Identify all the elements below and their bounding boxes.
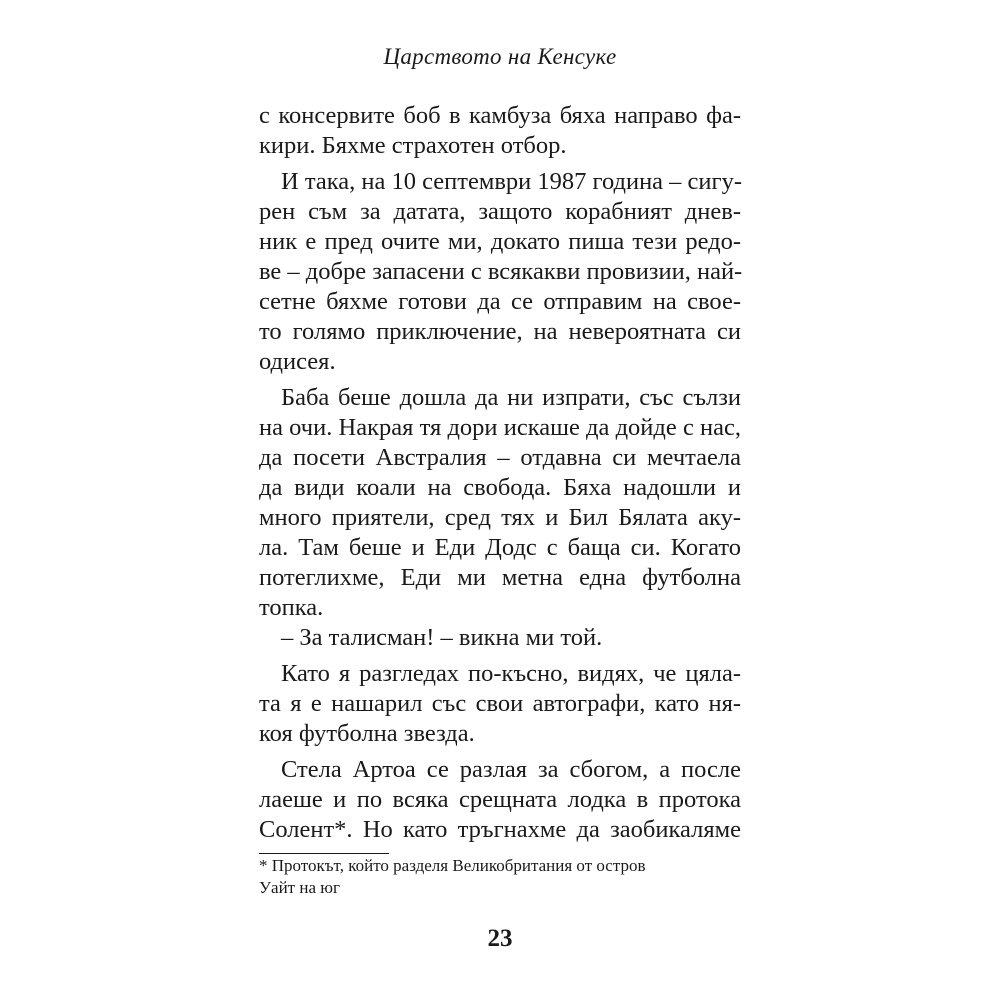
text-line: то голямо приключение, на невероятната си: [259, 318, 741, 345]
text-line: ве – добре запасени с всякакви провизии, най-: [259, 258, 743, 285]
footnote-line: Уайт на юг: [259, 878, 340, 897]
body-text: [259, 101, 741, 845]
text-line: да види коали на свобода. Бяха надошли и: [259, 474, 741, 501]
text-line: потеглихме, Еди ми метна една футболна: [259, 564, 741, 591]
text-line: лаеше и по всяка срещната лодка в протока: [259, 786, 741, 813]
footnote-line: * Протокът, който разделя Великобритания от остров: [259, 856, 646, 875]
text-line: кири. Бяхме страхотен отбор.: [259, 132, 567, 159]
text-line: Като я разгледах по-късно, видях, че цяла-: [281, 660, 741, 687]
text-line: Стела Артоа се разлая за сбогом, а после: [281, 756, 741, 783]
text-line: топка.: [259, 594, 324, 621]
running-header: Царството на Кенсуке: [383, 44, 617, 69]
text-line: сетне бяхме готови да се отправим на свое-: [259, 288, 741, 315]
footnote-divider: [259, 853, 389, 854]
page-number: 23: [487, 925, 513, 952]
footnote: [259, 855, 741, 899]
text-line: ла. Там беше и Еди Додс с баща си. Когато: [259, 534, 741, 561]
text-line: одисея.: [259, 348, 336, 375]
text-line: коя футболна звезда.: [259, 720, 475, 747]
text-line: Солент*. Но като тръгнахме да заобикаляме: [259, 816, 741, 843]
text-line: И така, на 10 септември 1987 година – сигу-: [281, 168, 743, 195]
text-line: – За талисман! – викна ми той.: [281, 624, 603, 651]
text-line: с консервите боб в камбуза бяха направо фа-: [259, 102, 741, 129]
text-line: на очи. Накрая тя дори искаше да дойде с нас,: [259, 414, 741, 441]
text-line: ник е пред очите ми, докато пиша тези редо-: [259, 228, 741, 255]
text-line: много приятели, сред тях и Бил Бялата аку-: [259, 504, 741, 531]
text-line: рен съм за датата, защото корабният днев-: [259, 198, 741, 225]
text-line: да посети Австралия – отдавна си мечтаела: [259, 444, 741, 471]
text-line: Баба беше дошла да ни изпрати, със сълзи: [281, 384, 741, 411]
text-line: та я е нашарил със свои автографи, като ня-: [259, 690, 741, 717]
